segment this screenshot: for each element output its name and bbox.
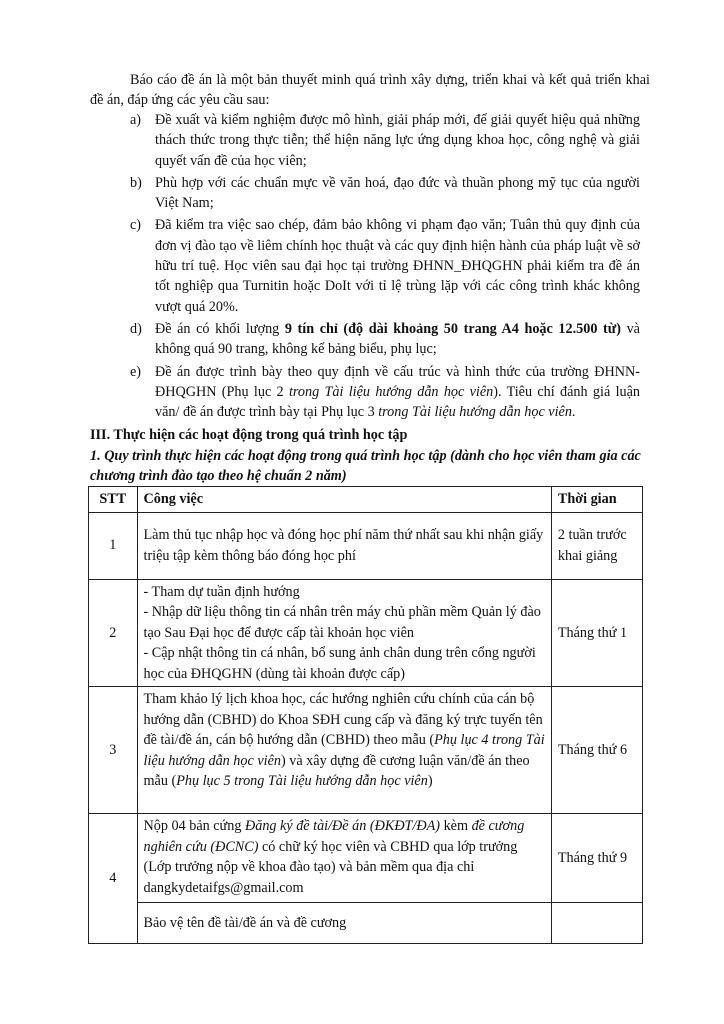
work-line: - Tham dự tuần định hướng — [143, 583, 300, 600]
table-row — [89, 687, 643, 814]
requirement-text: Đề án được trình bày theo quy định về cấu trúc và hình thức của trường ĐHNN-ĐHQGHN (Phụ lục 2 — [155, 363, 640, 400]
requirement-item — [130, 362, 640, 423]
table-row — [89, 512, 643, 579]
work-italic-text: Đăng ký đề tài/Đề án (ĐKĐT/ĐA) — [244, 818, 441, 834]
work-italic-text: Phụ lục 5 trong Tài liệu hướng dẫn học viên — [176, 773, 428, 789]
table-row — [89, 579, 643, 687]
requirement-bold-text: 9 tín chỉ (độ dài khoảng 50 trang A4 hoặc 12.500 từ) — [284, 320, 621, 337]
work-text: Tham khảo lý lịch khoa học, các hướng nghiên cứu chính của cán bộ hướng dẫn (CBHD) do Khoa SĐH cung cấp và đăng ký trực tuyến tên đề tài/đề án, cán bộ hướng dẫn (CBHD) theo mẫu ( — [143, 691, 543, 748]
work-text: ) — [427, 773, 433, 789]
requirement-label: a) — [130, 112, 142, 128]
row-work — [137, 814, 551, 903]
requirements-list — [130, 110, 640, 424]
activities-table — [88, 486, 643, 944]
work-italic-text: đề cương nghiên cứu (ĐCNC) — [143, 818, 525, 855]
work-text: ) và xây dựng đề cương luận văn/đề án theo mẫu ( — [143, 752, 530, 789]
requirement-label: e) — [130, 363, 142, 380]
row-stt: 4 — [89, 814, 138, 944]
header-work: Công việc — [137, 487, 551, 513]
requirement-item — [130, 110, 640, 171]
requirement-item — [130, 319, 640, 360]
row-time: 2 tuần trước khai giảng — [551, 512, 642, 579]
work-italic-text: Phụ lục 4 trong Tài liệu hướng dẫn học viên — [143, 732, 545, 769]
work-text: có chữ ký học viên và CBHD qua lớp trưởng (Lớp trưởng nộp về khoa đào tạo) và bản mềm qua địa chỉ dangkydetaifgs@gmail.com — [143, 838, 518, 896]
work-text: kèm — [440, 818, 472, 834]
requirement-item — [130, 173, 640, 214]
requirement-text: Đề xuất và kiểm nghiệm được mô hình, giải pháp mới, để giải quyết hiệu quả những thách thức trong thực tiễn; thể hiện năng lực ứng dụng khoa học, công nghệ và giải quyết vấn đề của học viên; — [155, 112, 640, 169]
requirement-text: . — [571, 404, 576, 421]
row-stt: 2 — [89, 579, 138, 687]
table-row — [89, 903, 643, 944]
row-work: Làm thủ tục nhập học và đóng học phí năm thứ nhất sau khi nhận giấy triệu tập kèm thông báo đóng học phí — [137, 512, 551, 579]
header-time: Thời gian — [551, 487, 642, 513]
requirement-label: c) — [130, 217, 142, 234]
requirement-italic-text: trong Tài liệu hướng dẫn học viên — [288, 383, 494, 400]
table-row — [89, 814, 643, 903]
row-stt: 3 — [89, 687, 138, 814]
requirement-text: Phù hợp với các chuẩn mực về văn hoá, đạo đức và thuần phong mỹ tục của người Việt Nam; — [155, 174, 640, 212]
requirement-label: d) — [130, 320, 142, 337]
intro-paragraph — [90, 70, 650, 110]
table-header-row — [89, 487, 643, 513]
row-work — [137, 579, 551, 687]
row-work: Bảo vệ tên đề tài/đề án và đề cương — [137, 903, 551, 944]
requirement-italic-text: trong Tài liệu hướng dẫn học viên — [378, 404, 572, 421]
work-line: - Cập nhật thông tin cá nhân, bổ sung ảnh chân dung trên cổng người học của ĐHQGHN (dùng tài khoản được cấp) — [143, 645, 536, 682]
requirement-label: b) — [130, 174, 142, 191]
intro-text: Báo cáo đề án là một bản thuyết minh quá trình xây dựng, triển khai và kết quả triển khai đề án, đáp ứng các yêu cầu sau: — [90, 72, 650, 108]
row-stt: 1 — [89, 512, 138, 579]
work-text: Nộp 04 bản cứng — [143, 818, 245, 834]
header-stt: STT — [89, 487, 138, 513]
row-time: Tháng thứ 6 — [551, 687, 642, 814]
requirement-text: ). Tiêu chí đánh giá luận văn/ đề án được trình bày tại Phụ lục 3 — [155, 383, 640, 421]
subsection-heading: 1. Quy trình thực hiện các hoạt động trong quá trình học tập (dành cho học viên tham gia các chương trình đào tạo theo hệ chuẩn 2 năm) — [90, 448, 641, 484]
row-time: Tháng thứ 1 — [551, 579, 642, 687]
row-time: Tháng thứ 9 — [551, 814, 642, 903]
requirement-text: Đề án có khối lượng — [155, 320, 285, 337]
row-work — [137, 687, 551, 814]
requirement-text: và không quá 90 trang, không kể bảng biểu, phụ lục; — [155, 320, 640, 358]
section-heading: III. Thực hiện các hoạt động trong quá trình học tập — [90, 427, 408, 443]
row-time — [551, 903, 642, 944]
requirement-item — [130, 215, 640, 316]
work-line: - Nhập dữ liệu thông tin cá nhân trên máy chủ phần mềm Quản lý đào tạo Sau Đại học để được cấp tài khoản học viên — [143, 604, 541, 641]
requirement-text: Đã kiểm tra việc sao chép, đảm bảo không vi phạm đạo văn; Tuân thủ quy định của đơn vị đào tạo về liêm chính học thuật và các quy định hiện hành của pháp luật về sở hữu trí tuệ. Học viên sau đại học tại trường ĐHNN_ĐHQGHN phải kiểm tra đề án tốt nghiệp qua Turnitin hoặc DoIt với tỉ lệ trùng lặp với các công trình khác không vượt quá 20%. — [155, 217, 640, 315]
